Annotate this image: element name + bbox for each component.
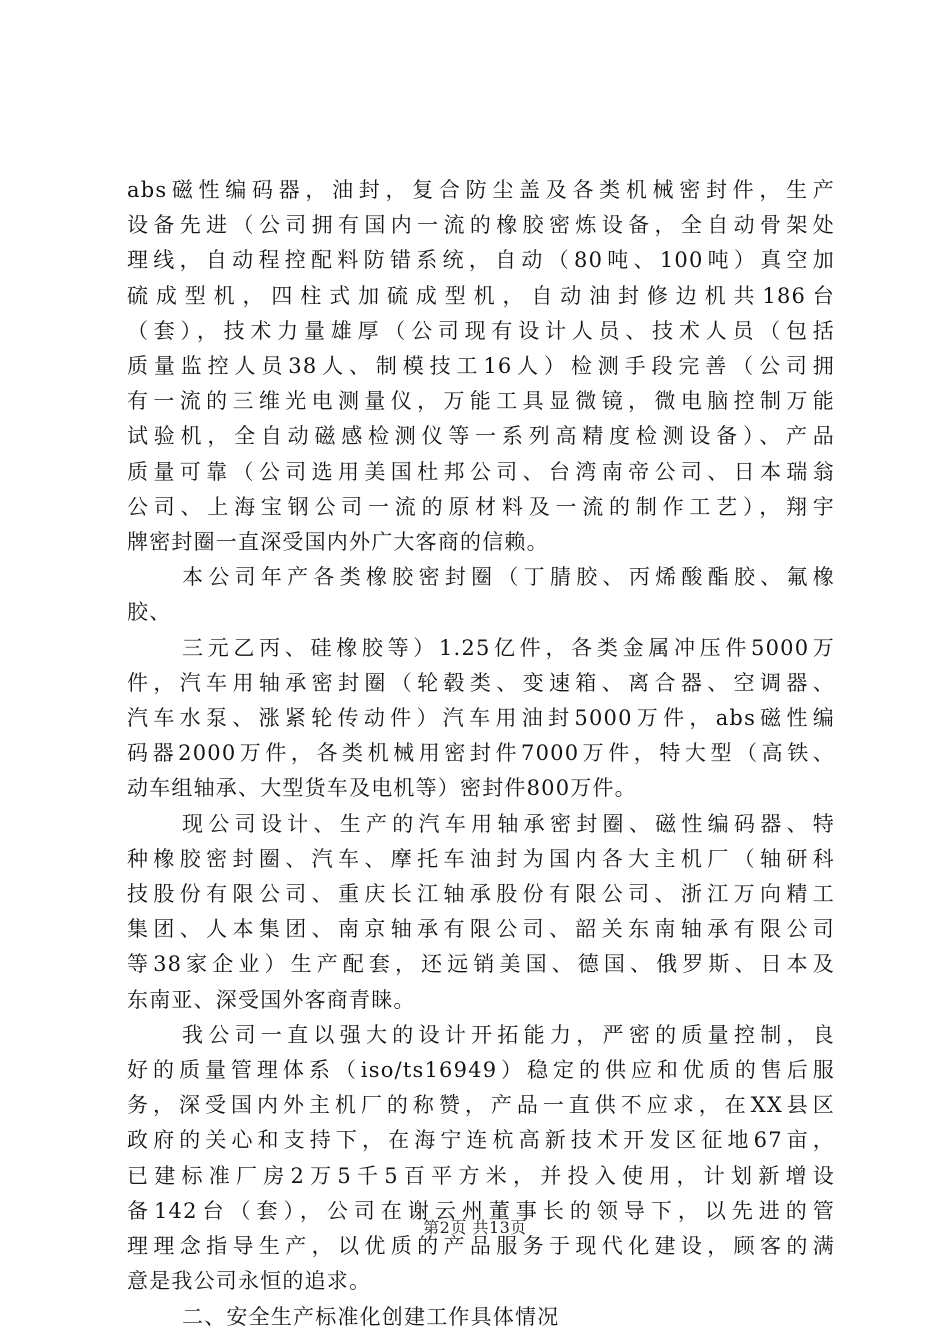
text-line: abs磁性编码器，油封，复合防尘盖及各类机械密封件，生产 bbox=[127, 178, 835, 202]
text-line: 务，深受国内外主机厂的称赞，产品一直供不应求，在XX县区 bbox=[127, 1093, 835, 1118]
text-line: 好的质量管理体系（iso/ts16949）稳定的供应和优质的售后服 bbox=[127, 1058, 835, 1083]
section-heading bbox=[127, 1300, 835, 1335]
text-line: 已建标准厂房2万5千5百平方米，并投入使用，计划新增设 bbox=[127, 1163, 835, 1188]
text-line: 质量监控人员38人、制模技工16人）检测手段完善（公司拥 bbox=[127, 354, 835, 379]
text-line: 汽车水泵、涨紧轮传动件）汽车用油封5000万件，abs磁性编 bbox=[127, 706, 835, 731]
paragraph-annual-output bbox=[127, 560, 835, 630]
text-line: 试验机，全自动磁感检测仪等一系列高精度检测设备）、产品 bbox=[127, 424, 835, 449]
text-line: 设备先进（公司拥有国内一流的橡胶密炼设备，全自动骨架处 bbox=[127, 213, 835, 238]
text-line: 政府的关心和支持下，在海宁连杭高新技术开发区征地67亩， bbox=[127, 1128, 835, 1153]
text-line: 本公司年产各类橡胶密封圈（丁腈胶、丙烯酸酯胶、氟橡 bbox=[182, 565, 835, 590]
text-line: 理理念指导生产，以优质的产品服务于现代化建设，顾客的满 bbox=[127, 1234, 835, 1259]
paragraph-quality-management bbox=[127, 1018, 835, 1300]
text-line: 意是我公司永恒的追求。 bbox=[127, 1269, 372, 1294]
text-line: 公司、上海宝钢公司一流的原材料及一流的制作工艺），翔宇 bbox=[127, 494, 835, 519]
text-line: 我公司一直以强大的设计开拓能力，严密的质量控制，良 bbox=[182, 1022, 835, 1047]
page-number-footer: 第2页 共13页 bbox=[423, 1218, 527, 1237]
text-line: 质量可靠（公司选用美国杜邦公司、台湾南帝公司、日本瑞翁 bbox=[127, 459, 835, 484]
paragraph-output-details bbox=[127, 631, 835, 807]
paragraph-company-overview bbox=[127, 173, 835, 560]
text-line: 有一流的三维光电测量仪，万能工具显微镜，微电脑控制万能 bbox=[127, 389, 835, 414]
paragraph-customers bbox=[127, 807, 835, 1018]
text-line: 牌密封圈一直深受国内外广大客商的信赖。 bbox=[127, 530, 549, 555]
text-line: 集团、人本集团、南京轴承有限公司、韶关东南轴承有限公司 bbox=[127, 917, 835, 942]
text-line: 动车组轴承、大型货车及电机等）密封件800万件。 bbox=[127, 776, 637, 801]
text-line: 硫成型机，四柱式加硫成型机，自动油封修边机共186台 bbox=[127, 283, 835, 308]
text-line: 理线，自动程控配料防错系统，自动（80吨、100吨）真空加 bbox=[127, 248, 835, 273]
section-heading-text: 二、安全生产标准化创建工作具体情况 bbox=[182, 1304, 560, 1329]
text-line: 胶、 bbox=[127, 600, 172, 625]
text-line: 码器2000万件，各类机械用密封件7000万件，特大型（高铁、 bbox=[127, 741, 835, 766]
text-line: 现公司设计、生产的汽车用轴承密封圈、磁性编码器、特 bbox=[182, 811, 835, 836]
document-body bbox=[127, 173, 835, 1335]
text-line: 等38家企业）生产配套，还远销美国、德国、俄罗斯、日本及 bbox=[127, 952, 835, 977]
text-line: 备142台（套），公司在谢云州董事长的领导下，以先进的管 bbox=[127, 1198, 835, 1223]
text-line: 技股份有限公司、重庆长江轴承股份有限公司、浙江万向精工 bbox=[127, 882, 835, 907]
text-line: 件，汽车用轴承密封圈（轮毂类、变速箱、离合器、空调器、 bbox=[127, 670, 835, 695]
text-line: 三元乙丙、硅橡胶等）1.25亿件，各类金属冲压件5000万 bbox=[182, 635, 835, 660]
text-line: 种橡胶密封圈、汽车、摩托车油封为国内各大主机厂（轴研科 bbox=[127, 846, 835, 871]
text-line: （套），技术力量雄厚（公司现有设计人员、技术人员（包括 bbox=[127, 318, 835, 343]
text-line: 东南亚、深受国外客商青睐。 bbox=[127, 987, 416, 1012]
